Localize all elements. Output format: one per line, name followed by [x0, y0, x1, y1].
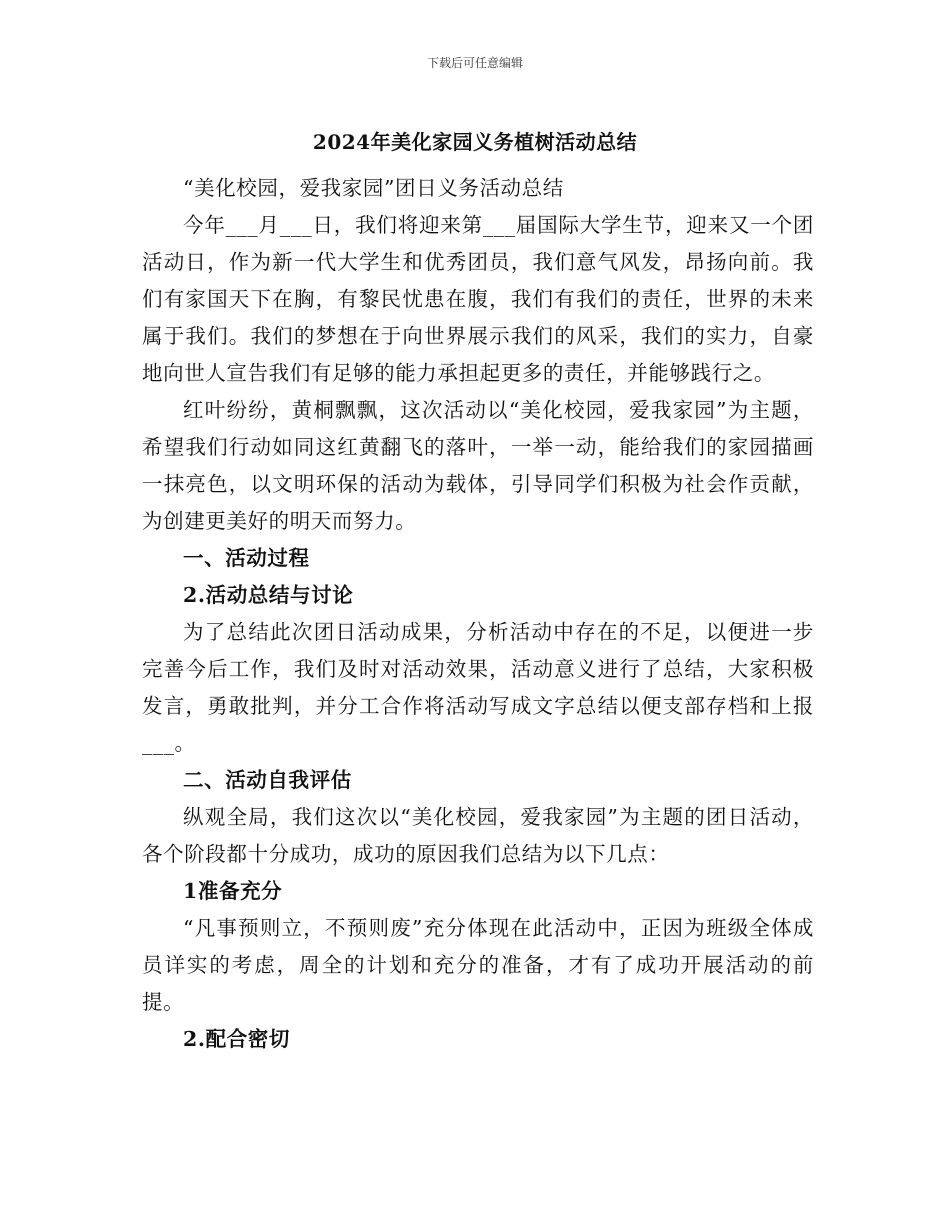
paragraph-preparation: “凡事预则立，不预则废”充分体现在此活动中，正因为班级全体成员详实的考虑，周全的计划和充分的准备，才有了成功开展活动的前提。 [142, 916, 814, 1014]
heading-summary-discussion: 2.活动总结与讨论 [183, 583, 354, 607]
document-body [142, 170, 814, 1058]
paragraph-subtitle: “美化校园，爱我家园”团日义务活动总结 [183, 176, 564, 200]
paragraph-theme: 红叶纷纷，黄桐飘飘，这次活动以“美化校园，爱我家园”为主题，希望我们行动如同这红黄翻飞的落叶，一举一动，能给我们的家园描画一抹亮色，以文明环保的活动为载体，引导同学们积极为社会作贡献，为创建更美好的明天而努力。 [142, 398, 814, 533]
heading-preparation: 1准备充分 [183, 879, 283, 903]
heading-cooperation: 2.配合密切 [183, 1027, 291, 1051]
header-note: 下载后可任意编辑 [426, 56, 523, 70]
paragraph-evaluation: 纵观全局，我们这次以“美化校园，爱我家园”为主题的团日活动，各个阶段都十分成功，成功的原因我们总结为以下几点： [142, 805, 814, 866]
document-title: 2024年美化家园义务植树活动总结 [312, 130, 638, 154]
paragraph-intro: 今年___月___日，我们将迎来第___届国际大学生节，迎来又一个团活动日，作为新一代大学生和优秀团员，我们意气风发，昂扬向前。我们有家国天下在胸，有黎民忧患在腹，我们有我们的责任，世界的未来属于我们。我们的梦想在于向世界展示我们的风采，我们的实力，自豪地向世人宣告我们有足够的能力承担起更多的责任，并能够践行之。 [142, 213, 814, 385]
heading-activity-process: 一、活动过程 [183, 546, 310, 570]
heading-self-evaluation: 二、活动自我评估 [183, 768, 352, 792]
paragraph-summary: 为了总结此次团日活动成果，分析活动中存在的不足，以便进一步完善今后工作，我们及时对活动效果，活动意义进行了总结，大家积极发言，勇敢批判，并分工合作将活动写成文字总结以便支部存档和上报___。 [142, 620, 814, 755]
